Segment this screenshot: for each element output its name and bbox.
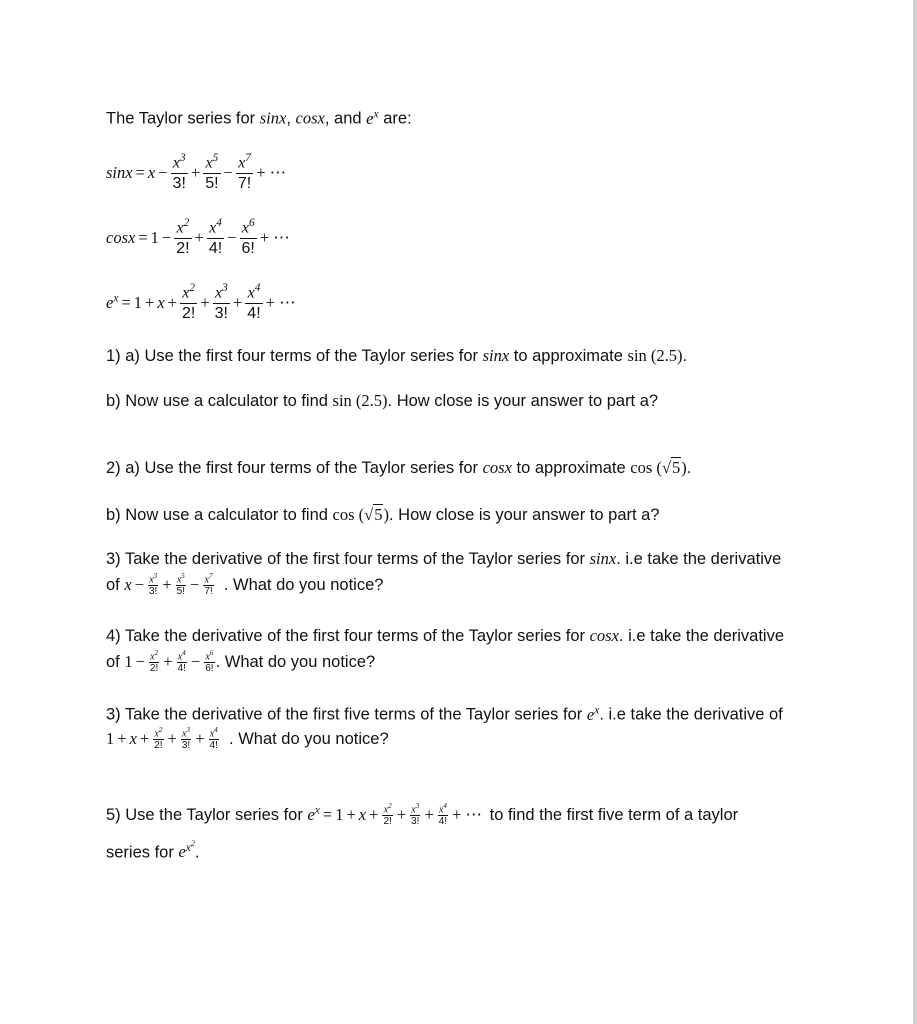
sqrt-expression: cos (√5) <box>630 458 687 477</box>
frac: $\frac{x^4}{4!}$ <box>177 649 186 675</box>
frac: $\frac{x^4}{4!}$ <box>208 217 223 258</box>
frac: $\frac{x^6}{6!}$ <box>205 649 214 675</box>
frac: $\frac{x^3}{3!}$ <box>181 726 191 752</box>
question-3-line2: of x − $\frac{x^3}{3!}$ + $\frac{x^5}{5!}$ − $\frac{x^7}{7!}$ . What do you notice? <box>106 572 384 598</box>
frac: $\frac{x^4}{4!}$ <box>209 726 218 752</box>
intro-lead: The Taylor series for <box>106 109 256 128</box>
frac: $\frac{x^7}{7!}$ <box>237 152 252 193</box>
intro-exp: $e^x$ <box>366 108 379 128</box>
frac: $\frac{x^7}{7!}$ <box>204 572 213 598</box>
question-5-line2: 1 + x + $\frac{x^2}{2!}$ + $\frac{x^3}{3!}$ + $\frac{x^4}{4!}$ . What do you notice? <box>106 726 389 752</box>
frac: $\frac{x^5}{5!}$ <box>205 152 219 193</box>
frac: $\frac{x^3}{3!}$ <box>411 802 420 828</box>
question-4-line2: of 1 − $\frac{x^2}{2!}$ + $\frac{x^4}{4!}$ − $\frac{x^6}{6!}$ . What do you notice? <box>106 649 376 675</box>
frac: $\frac{x^4}{4!}$ <box>438 802 448 828</box>
question-1b: b) Now use a calculator to find sin (2.5). How close is your answer to part a? <box>106 391 659 410</box>
sin-series: sinx = x − $\frac{x^3}{3!}$ + $\frac{x^5}{5!}$ − $\frac{x^7}{7!}$ + ⋯ <box>106 152 287 193</box>
page-edge <box>913 0 917 1024</box>
frac: $\frac{x^2}{2!}$ <box>181 282 196 323</box>
frac: $\frac{x^6}{6!}$ <box>241 217 255 258</box>
intro-line <box>106 108 412 129</box>
frac: $\frac{x^5}{5!}$ <box>176 572 185 598</box>
frac: $\frac{x^2}{2!}$ <box>383 802 392 828</box>
frac: $\frac{x^2}{2!}$ <box>154 726 163 752</box>
frac: $\frac{x^3}{3!}$ <box>214 282 228 323</box>
intro-and: , and <box>324 109 362 128</box>
exp-series: $e^x = 1 + x$ + $\frac{x^2}{2!}$ + $\frac{x^3}{3!}$ + $\frac{x^4}{4!}$ + ⋯ <box>106 282 296 323</box>
question-6-line1: 5) Use the Taylor series for $e^x = 1 + x$ + $\frac{x^2}{2!}$ + $\frac{x^3}{3!}$ + $\frac{x^4}{4!}$ + ⋯ to find the first five term of a taylor <box>106 802 739 828</box>
question-2b: b) Now use a calculator to find cos (√5). How close is your answer to part a? <box>106 505 660 524</box>
cos-series: cosx = 1 − $\frac{x^2}{2!}$ + $\frac{x^4}{4!}$ − $\frac{x^6}{6!}$ + ⋯ <box>106 217 290 258</box>
question-5-line1: 3) Take the derivative of the first five terms of the Taylor series for $e^x$. i.e take the derivative of <box>106 704 783 724</box>
question-4-line1: 4) Take the derivative of the first four terms of the Taylor series for cosx. i.e take the derivative <box>106 626 785 645</box>
frac: $\frac{x^4}{4!}$ <box>247 282 261 323</box>
frac: $\frac{x^2}{2!}$ <box>176 217 190 258</box>
question-3-line1: 3) Take the derivative of the first four terms of the Taylor series for sinx. i.e take the derivative <box>106 549 782 568</box>
intro-cos: cosx <box>295 108 325 128</box>
intro-sin: sinx <box>259 108 287 128</box>
question-2a: 2) a) Use the first four terms of the Taylor series for cosx to approximate cos (√5). <box>106 458 692 477</box>
frac: $\frac{x^3}{3!}$ <box>149 572 158 598</box>
intro-tail: are: <box>383 109 412 128</box>
frac: $\frac{x^3}{3!}$ <box>172 152 186 193</box>
intro-comma: , <box>286 109 291 128</box>
question-1a: 1) a) Use the first four terms of the Taylor series for sinx to approximate sin (2.5). <box>106 346 688 365</box>
question-6-line2: series for $e^{x^2}$. <box>106 839 200 862</box>
sqrt-expression: cos (√5) <box>332 505 389 524</box>
frac: $\frac{x^2}{2!}$ <box>149 649 159 675</box>
